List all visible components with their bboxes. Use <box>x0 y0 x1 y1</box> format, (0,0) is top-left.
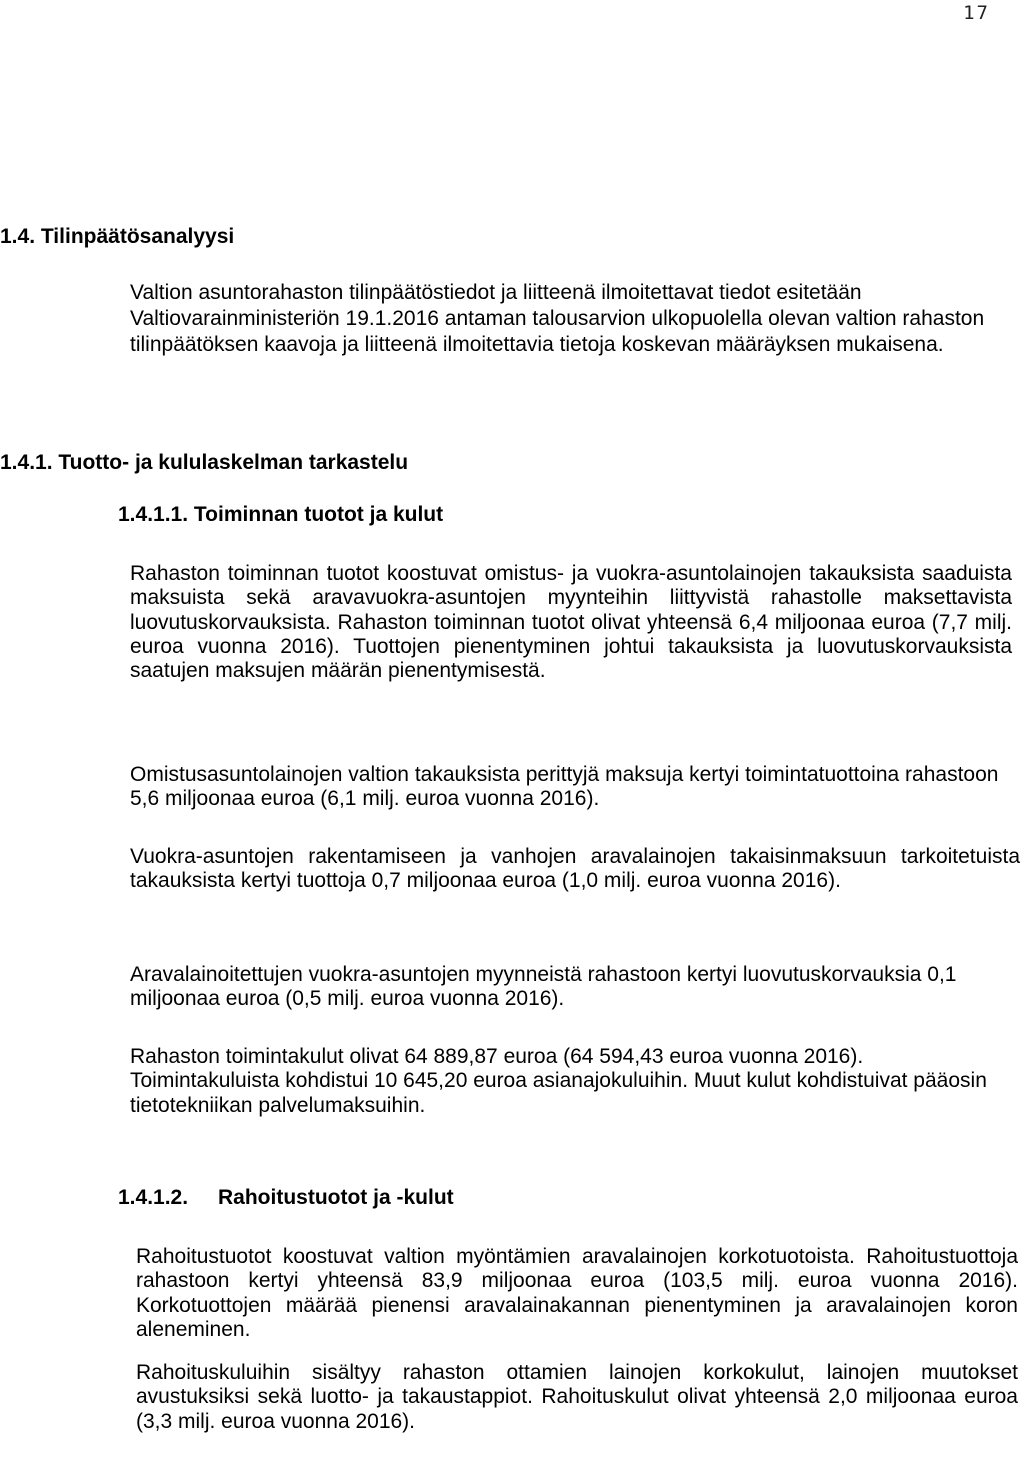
paragraph-financial-income: Rahoitustuotot koostuvat valtion myöntämien aravalainojen korkotuotoista. Rahoitustuottoja rahastoon kertyi yhteensä 83,9 miljoonaa euroa (103,5 milj. euroa vuonna 2016). Korkotuottojen määrää pienensi aravalainakannan pienentyminen ja aravalainojen koron aleneminen. <box>136 1245 1018 1341</box>
intro-paragraph: Valtion asuntorahaston tilinpäätöstiedot ja liitteenä ilmoitettavat tiedot esitetään Valtiovarainministeriön 19.1.2016 antaman talousarvion ulkopuolella olevan valtion rahaston tilinpäätöksen kaavoja ja liitteenä ilmoitettavia tietoja koskevan määräyksen mukaisena. <box>130 281 985 356</box>
paragraph-operating-costs: Rahaston toimintakulut olivat 64 889,87 euroa (64 594,43 euroa vuonna 2016). Toimintakuluista kohdistui 10 645,20 euroa asianajokuluihin. Muut kulut kohdistuivat pääosin tietotekniikan palvelumaksuihin. <box>130 1045 987 1117</box>
subsection-heading-rahoitustuotot <box>118 1184 454 1212</box>
subsection-number: 1.4.1.2. <box>118 1186 189 1209</box>
paragraph-operating-income: Rahaston toiminnan tuotot koostuvat omistus- ja vuokra-asuntolainojen takauksista saaduista maksuista sekä aravavuokra-asuntojen myynteihin liittyvistä rahastolle maksettavista luovutuskorvauksista. Rahaston toiminnan tuotot olivat yhteensä 6,4 miljoonaa euroa (7,7 milj. euroa vuonna 2016). Tuottojen pienentyminen johtui takauksista ja luovutuskorvauksista saatujen maksujen määrän pienentymisestä. <box>130 562 1012 683</box>
subsection-heading-toiminnan-tuotot: 1.4.1.1. Toiminnan tuotot ja kulut <box>118 503 444 526</box>
section-heading-tilinpaatosanalyysi: 1.4. Tilinpäätösanalyysi <box>0 225 235 248</box>
paragraph-financial-costs: Rahoituskuluihin sisältyy rahaston ottamien lainojen korkokulut, lainojen muutokset avustuksiksi sekä luotto- ja takaustappiot. Rahoituskulut olivat yhteensä 2,0 miljoonaa euroa (3,3 milj. euroa vuonna 2016). <box>136 1361 1018 1433</box>
subsection-title: Rahoitustuotot ja -kulut <box>218 1186 454 1209</box>
paragraph-ownership-guarantees: Omistusasuntolainojen valtion takauksista perittyjä maksuja kertyi toimintatuottoina rahastoon 5,6 miljoonaa euroa (6,1 milj. euroa vuonna 2016). <box>130 763 999 811</box>
subsection-heading-tuotto-kululaskelma: 1.4.1. Tuotto- ja kululaskelman tarkastelu <box>0 451 409 474</box>
paragraph-rental-guarantees: Vuokra-asuntojen rakentamiseen ja vanhojen aravalainojen takaisinmaksuun tarkoitetuista takauksista kertyi tuottoja 0,7 miljoonaa euroa (1,0 milj. euroa vuonna 2016). <box>130 845 1020 893</box>
paragraph-transfer-compensation: Aravalainoitettujen vuokra-asuntojen myynneistä rahastoon kertyi luovutuskorvauksia 0,1 miljoonaa euroa (0,5 milj. euroa vuonna 2016). <box>130 963 957 1011</box>
page-number: 17 <box>963 2 990 24</box>
